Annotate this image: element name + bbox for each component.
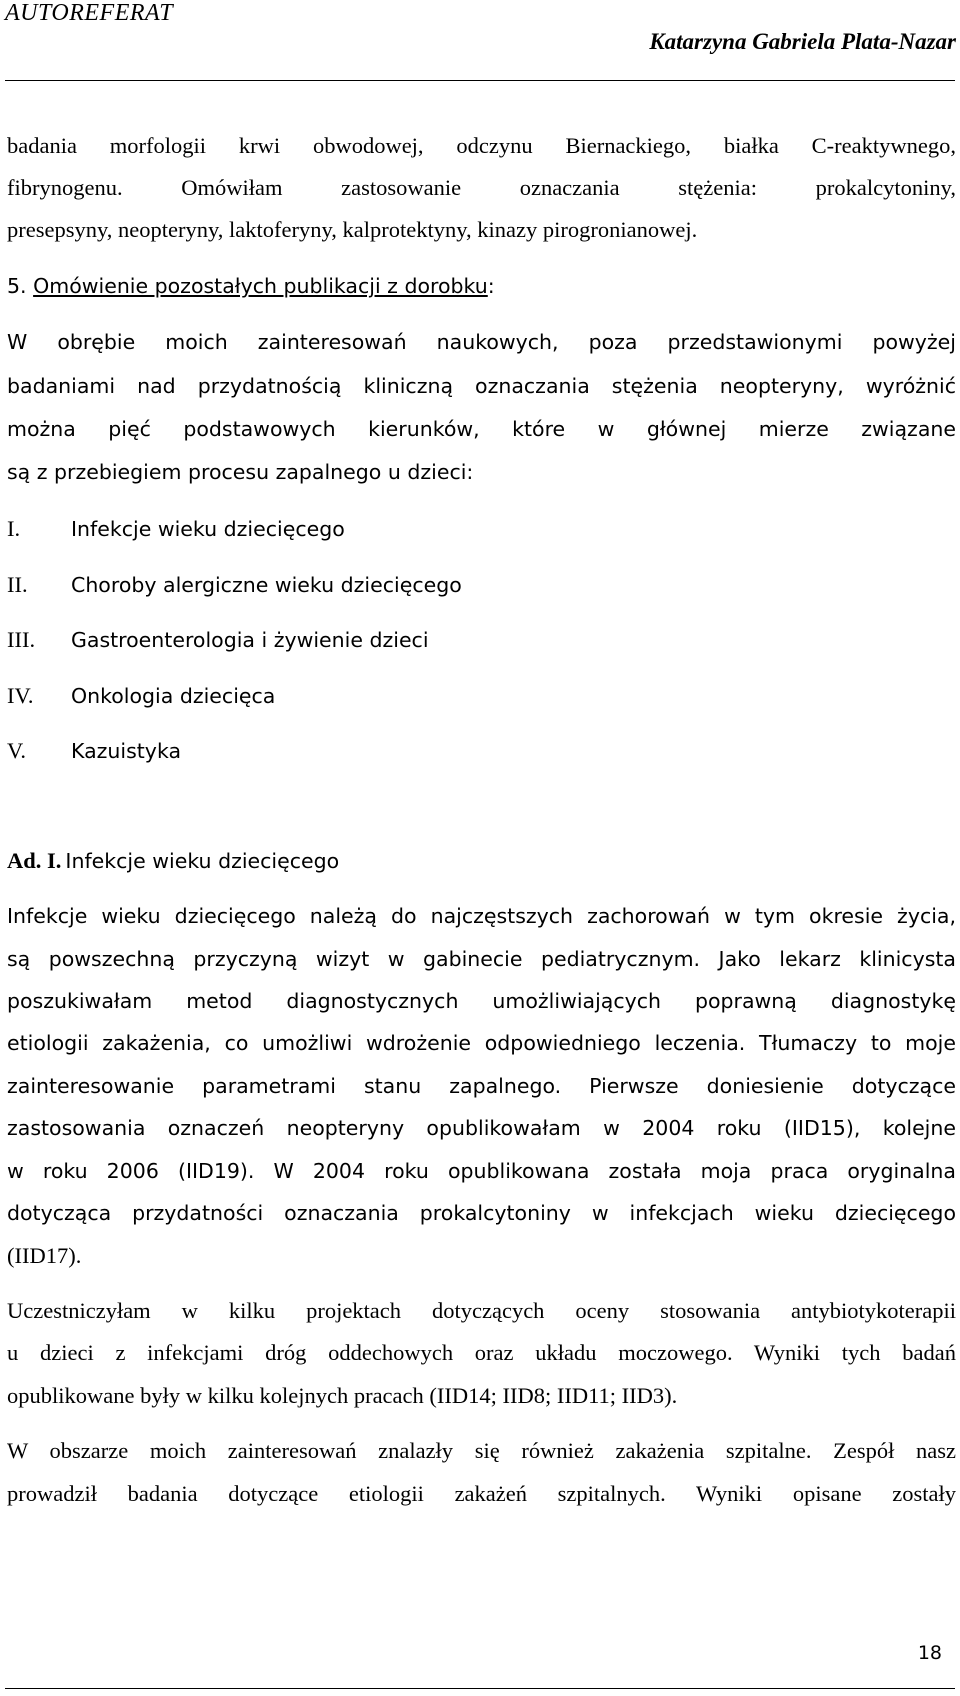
page-number: 18 <box>917 1642 942 1664</box>
footer-divider <box>5 1688 955 1689</box>
list-number: I. <box>7 516 21 541</box>
subsection-heading <box>7 839 956 886</box>
list-text: Gastroenterologia i żywienie dzieci <box>71 628 429 652</box>
paragraph-line: można pięć podstawowych kierunków, które w głównej mierze związane <box>7 417 956 441</box>
list-text: Onkologia dziecięca <box>71 684 276 708</box>
paragraph-line: są z przebiegiem procesu zapalnego u dzieci: <box>7 460 474 484</box>
paragraph-line: (IID17). <box>7 1243 82 1268</box>
paragraph-line: W obrębie moich zainteresowań naukowych, poza przedstawionymi powyżej <box>7 330 956 354</box>
paragraph-line: poszukiwałam metod diagnostycznych umożliwiających poprawną diagnostykę <box>7 989 956 1013</box>
section-title: Omówienie pozostałych publikacji z dorobku <box>33 274 488 298</box>
paragraph-line: Uczestniczyłam w kilku projektach dotyczących oceny stosowania antybiotykoterapii <box>7 1298 956 1323</box>
subsection-title: Infekcje wieku dziecięcego <box>65 849 340 873</box>
paragraph-line: prowadził badania dotyczące etiologii zakażeń szpitalnych. Wyniki opisane zostały <box>7 1481 956 1506</box>
list-number: IV. <box>7 683 34 708</box>
section-heading <box>7 264 956 308</box>
paragraph-line: etiologii zakażenia, co umożliwi wdrożenie odpowiedniego leczenia. Tłumaczy to moje <box>7 1031 956 1055</box>
intro-line: fibrynogenu. Omówiłam zastosowanie oznaczania stężenia: prokalcytoniny, <box>7 175 956 200</box>
subsection-label: Ad. I. <box>7 848 62 873</box>
header-author: Katarzyna Gabriela Plata-Nazar <box>649 29 956 54</box>
paragraph-line: zastosowania oznaczeń neopteryny opublikowałam w 2004 roku (IID15), kolejne <box>7 1116 956 1140</box>
section-colon: : <box>487 274 495 298</box>
intro-line: badania morfologii krwi obwodowej, odczynu Biernackiego, białka C-reaktywnego, <box>7 133 956 158</box>
list-number: V. <box>7 738 26 763</box>
list-number: III. <box>7 627 36 652</box>
header-left-title: AUTOREFERAT <box>5 0 174 26</box>
list-item <box>7 507 345 554</box>
list-text: Choroby alergiczne wieku dziecięcego <box>71 573 462 597</box>
paragraph-line: u dzieci z infekcjami dróg oddechowych oraz układu moczowego. Wyniki tych badań <box>7 1340 956 1365</box>
paragraph-line: badaniami nad przydatnością kliniczną oznaczania stężenia neopteryny, wyróżnić <box>7 374 956 398</box>
header-divider <box>5 80 955 81</box>
section-number: 5. <box>7 274 27 298</box>
paragraph-line: w roku 2006 (IID19). W 2004 roku opublikowana została moja praca oryginalna <box>7 1159 956 1183</box>
list-item <box>7 674 275 721</box>
list-text: Infekcje wieku dziecięcego <box>71 517 345 541</box>
paragraph-line: dotycząca przydatności oznaczania prokalcytoniny w infekcjach wieku dziecięcego <box>7 1201 956 1225</box>
paragraph-line: zainteresowanie parametrami stanu zapalnego. Pierwsze doniesienie dotyczące <box>7 1074 956 1098</box>
paragraph-line: są powszechną przyczyną wizyt w gabinecie pediatrycznym. Jako lekarz klinicysta <box>7 947 956 971</box>
intro-line: presepsyny, neopteryny, laktoferyny, kalprotektyny, kinazy pirogronianowej. <box>7 217 698 242</box>
list-item <box>7 729 181 776</box>
list-number: II. <box>7 572 28 597</box>
paragraph-line: W obszarze moich zainteresowań znalazły się również zakażenia szpitalne. Zespół nasz <box>7 1438 956 1463</box>
list-item <box>7 563 462 610</box>
paragraph-line: opublikowane były w kilku kolejnych pracach (IID14; IID8; IID11; IID3). <box>7 1383 678 1408</box>
list-text: Kazuistyka <box>71 739 182 763</box>
paragraph-line: Infekcje wieku dziecięcego należą do najczęstszych zachorowań w tym okresie życia, <box>7 904 956 928</box>
list-item <box>7 618 429 665</box>
